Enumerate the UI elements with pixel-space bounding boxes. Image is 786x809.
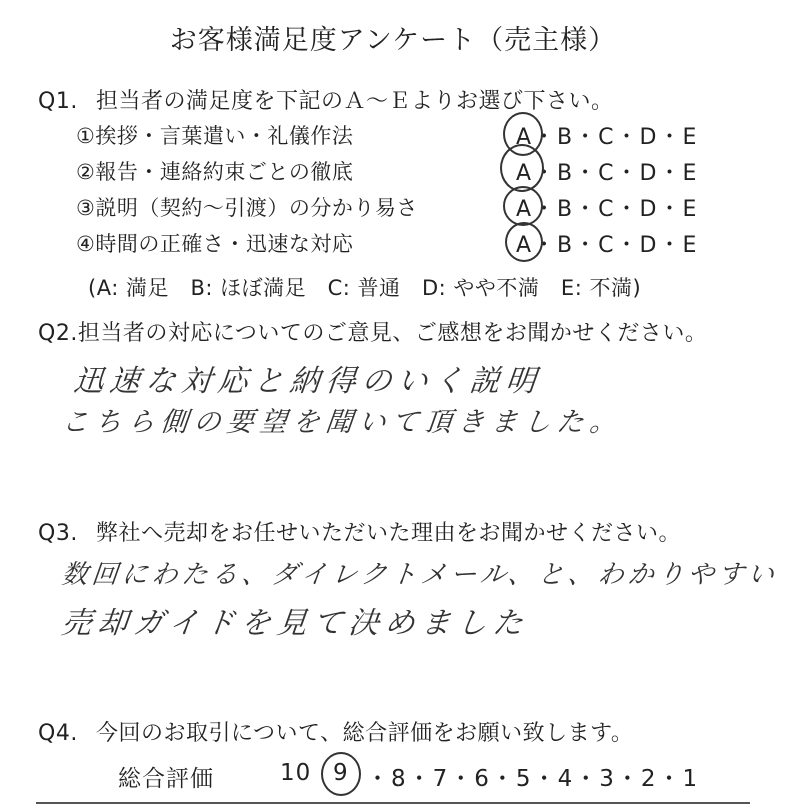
q4-score-label: 総合評価 — [118, 766, 214, 792]
q3-answer-line: 数回にわたる、ダイレクトメール、と、わかりやすい — [60, 560, 780, 590]
q4-number: Q4. — [38, 721, 78, 746]
q1-item-label: ③説明（契約～引渡）の分かり易さ — [76, 196, 418, 220]
score-8: 8 — [391, 766, 408, 792]
q1-item-scale: A・B・C・D・E — [516, 233, 699, 258]
selection-circle — [505, 222, 543, 262]
q3-answer-line: 売却ガイドを見て決めました — [59, 606, 531, 641]
q1-item-label: ①挨拶・言葉遣い・礼儀作法 — [76, 124, 354, 148]
score-10: 10 — [280, 760, 312, 786]
q1-item-label: ②報告・連絡約束ごとの徹底 — [76, 160, 354, 184]
score-5: 5 — [515, 766, 533, 792]
score-separator: ・ — [657, 766, 683, 792]
score-6: 6 — [474, 766, 491, 792]
q1-item-scale: A・B・C・D・E — [516, 197, 699, 222]
q1-legend: (A: 満足 B: ほぼ満足 C: 普通 D: やや不満 E: 不満) — [88, 276, 642, 300]
score-rest — [366, 760, 699, 793]
survey-title: お客様満足度アンケート（売主様） — [169, 25, 617, 56]
q3-question — [38, 516, 681, 547]
score-9: 9 — [333, 760, 349, 786]
score-2: 2 — [640, 766, 658, 792]
q2-text: 担当者の対応についてのご意見、ご感想をお聞かせください。 — [77, 321, 708, 346]
q2-question — [38, 316, 707, 347]
bottom-rule — [36, 802, 750, 804]
q1-question — [38, 84, 614, 115]
q1-number: Q1. — [38, 89, 78, 114]
q2-number: Q2. — [38, 321, 78, 346]
score-separator: ・ — [574, 766, 600, 792]
q3-number: Q3. — [38, 521, 78, 546]
q1-item-label: ④時間の正確さ・迅速な対応 — [76, 232, 354, 256]
score-1: 1 — [682, 766, 700, 792]
q2-answer-line: こちら側の要望を聞いて頂きました。 — [60, 407, 625, 438]
score-7: 7 — [432, 766, 450, 792]
q4-text: 今回のお取引について、総合評価をお願い致します。 — [96, 721, 634, 746]
q1-item-scale: A・B・C・D・E — [516, 125, 699, 150]
score-4: 4 — [557, 766, 575, 792]
selection-circle — [500, 144, 544, 192]
score-separator: ・ — [449, 766, 475, 792]
score-separator: ・ — [407, 766, 433, 792]
score-separator: ・ — [615, 766, 641, 792]
score-3: 3 — [599, 766, 616, 792]
q3-text: 弊社へ売却をお任せいただいた理由をお聞かせください。 — [96, 521, 682, 546]
score-separator: ・ — [366, 766, 391, 792]
q1-item-scale: A・B・C・D・E — [516, 161, 699, 186]
score-selection-circle — [321, 752, 361, 796]
score-separator: ・ — [490, 766, 516, 792]
score-separator: ・ — [532, 766, 558, 792]
selection-circle — [503, 186, 543, 226]
q2-answer-line: 迅速な対応と納得のいく説明 — [71, 364, 544, 399]
q4-question — [38, 716, 633, 747]
q1-text: 担当者の満足度を下記のＡ～Ｅよりお選び下さい。 — [96, 89, 614, 114]
